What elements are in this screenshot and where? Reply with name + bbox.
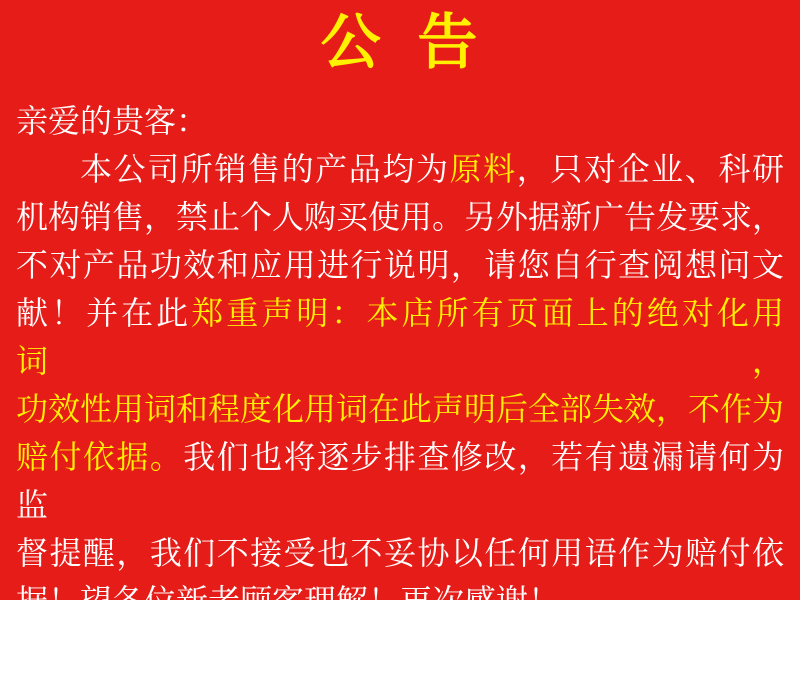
notice-line xyxy=(16,529,784,577)
text-segment: 本公司所销售的产品均为 xyxy=(80,151,450,187)
text-segment: 原料 xyxy=(449,151,517,187)
text-segment: 督提醒，我们不接受也不妥协以任何用语作为赔付依 xyxy=(16,535,784,571)
text-segment: 献！并在此 xyxy=(16,295,192,331)
notice-line xyxy=(16,577,784,625)
text-segment: 据！望各位新老顾客理解！再次感谢！ xyxy=(16,583,561,619)
text-segment: 不对产品功效和应用进行说明，请您自行查阅想问文 xyxy=(16,247,784,283)
text-segment: 郑重声明：本店所有页面上的绝对化用词， xyxy=(16,295,784,379)
notice-line xyxy=(16,289,784,385)
notice-line xyxy=(16,241,784,289)
salutation: 亲爱的贵客： xyxy=(16,103,209,139)
text-segment: 功效性用词和程度化用词在此声明后全部失效，不作为 xyxy=(16,391,785,427)
notice-line xyxy=(16,433,784,529)
notice-line xyxy=(16,193,784,241)
notice-line xyxy=(16,385,784,433)
page-title: 公 告 xyxy=(320,9,480,76)
notice-body xyxy=(0,97,800,625)
text-segment: 我们也将逐步排查修改，若有遗漏请何为监 xyxy=(16,439,784,523)
text-segment: 赔付依据。 xyxy=(16,439,184,475)
company-name: 陕西百草萃生物科技有限公司 xyxy=(367,633,784,669)
text-segment: ，只对企业、科研 xyxy=(516,151,784,187)
notice-line xyxy=(16,145,784,193)
text-segment: 机构销售，禁止个人购买使用。另外据新广告发要求， xyxy=(16,199,785,235)
